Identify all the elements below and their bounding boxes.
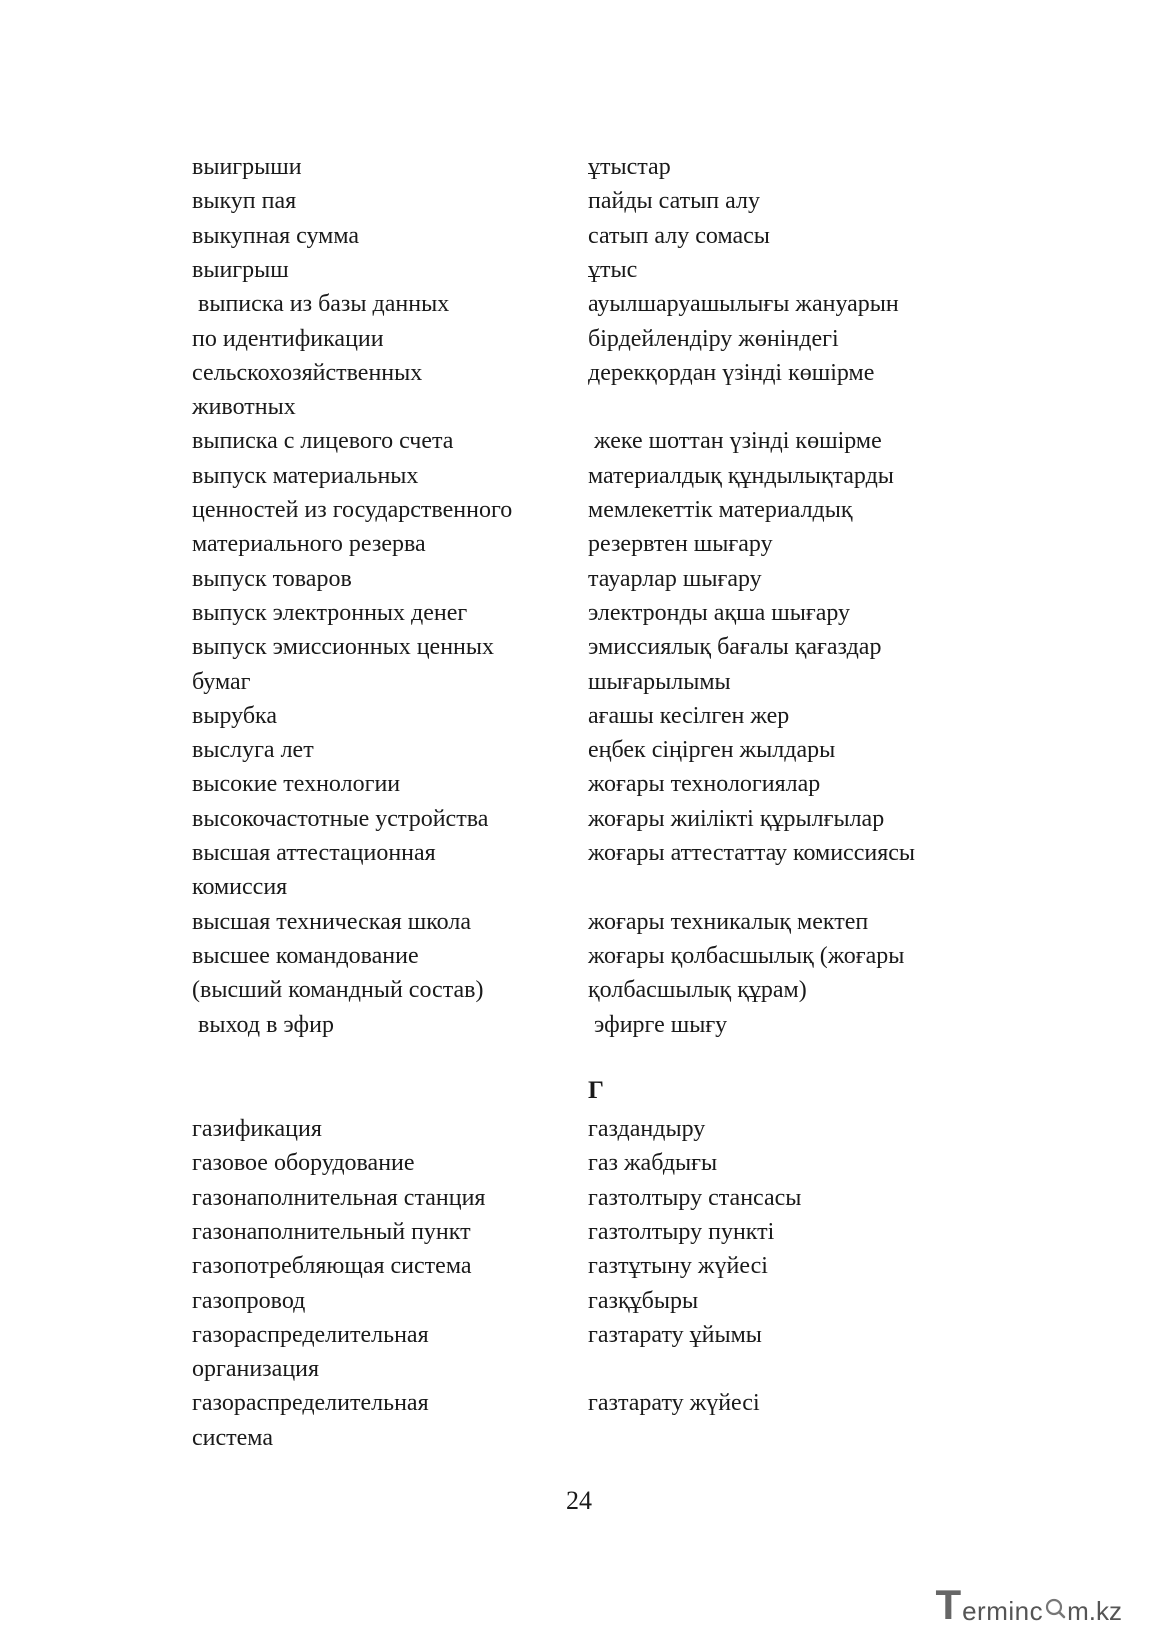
kazakh-term-line: ағашы кесілген жер	[588, 702, 790, 729]
kazakh-term-line: газтұтыну жүйесі	[588, 1253, 768, 1280]
russian-term-line: выпуск материальных	[192, 462, 419, 489]
russian-term-line: система	[192, 1424, 273, 1451]
kazakh-term-line: электронды ақша шығару	[588, 599, 851, 626]
russian-term-line: (высший командный состав)	[192, 977, 484, 1004]
kazakh-term-line: пайды сатып алу	[588, 188, 760, 215]
kazakh-term-line: бірдейлендіру жөніндегі	[588, 325, 839, 352]
russian-term-line: газораспределительная	[192, 1321, 429, 1348]
russian-term-line: выпуск электронных денег	[192, 599, 468, 626]
kazakh-term-line: шығарылымы	[588, 668, 731, 695]
russian-term-line: выигрыш	[192, 256, 289, 283]
russian-term-line: высокие технологии	[192, 771, 401, 798]
russian-term-line: выпуск эмиссионных ценных	[192, 634, 495, 661]
russian-term-line: бумаг	[192, 668, 251, 695]
russian-term-line: газовое оборудование	[192, 1150, 415, 1177]
kazakh-term-line: жоғары қолбасшылық (жоғары	[588, 942, 905, 969]
page-number: 24	[566, 1486, 592, 1515]
kazakh-term-line: газтолтыру пункті	[588, 1218, 775, 1245]
kazakh-term-line: ауылшаруашылығы жануарын	[588, 291, 899, 318]
kazakh-term-line: жеке шоттан үзінді көшірме	[588, 428, 882, 455]
russian-term-line: газонаполнительная станция	[192, 1184, 486, 1211]
kazakh-term-line: ұтыстар	[588, 154, 671, 180]
russian-term-line: животных	[192, 394, 296, 421]
russian-term-line: выкуп пая	[192, 188, 297, 215]
kazakh-term-line: газтарату ұйымы	[588, 1321, 762, 1348]
russian-term-line: высокочастотные устройства	[192, 805, 489, 832]
terminkom-watermark	[935, 1582, 1122, 1626]
russian-term-line: выигрыши	[192, 154, 302, 180]
russian-term-line: высшая аттестационная	[192, 840, 436, 866]
russian-term-line: высшее командование	[192, 942, 419, 969]
russian-term-line: по идентификации	[192, 325, 384, 352]
watermark-text: erminc	[962, 1596, 1044, 1626]
russian-term-line: выписка с лицевого счета	[192, 428, 454, 455]
kazakh-term-line: тауарлар шығару	[588, 565, 762, 592]
section-letter-heading: Г	[588, 1077, 604, 1104]
watermark-logo-letter: T	[935, 1581, 962, 1628]
russian-term-line: выписка из базы данных	[192, 291, 450, 318]
russian-term-line: высшая техническая школа	[192, 908, 471, 935]
kazakh-term-line: эфирге шығу	[588, 1011, 728, 1038]
kazakh-term-line: жоғары аттестаттау комиссиясы	[588, 840, 916, 866]
kazakh-term-line: ұтыс	[588, 256, 638, 283]
russian-term-line: газификация	[192, 1116, 322, 1142]
kazakh-term-line: газдандыру	[588, 1116, 706, 1142]
russian-term-line: газопровод	[192, 1287, 306, 1314]
russian-term-line: ценностей из государственного	[192, 497, 513, 523]
kazakh-term-line: жоғары технологиялар	[588, 771, 821, 798]
russian-term-line: газопотребляющая система	[192, 1253, 472, 1280]
kazakh-term-line: мемлекеттік материалдық	[588, 497, 853, 523]
russian-term-line: сельскохозяйственных	[192, 359, 423, 386]
russian-term-line: выход в эфир	[192, 1011, 334, 1038]
russian-term-line: выпуск товаров	[192, 565, 352, 592]
russian-term-line: комиссия	[192, 874, 288, 901]
kazakh-term-line: жоғары жиілікті құрылғылар	[588, 805, 885, 832]
watermark-domain: m.kz	[1067, 1596, 1122, 1626]
russian-term-line: газораспределительная	[192, 1390, 429, 1417]
russian-term-line: организация	[192, 1356, 320, 1383]
kazakh-term-line: газ жабдығы	[588, 1150, 718, 1177]
kazakh-term-line: резервтен шығару	[588, 531, 773, 558]
russian-term-line: вырубка	[192, 702, 277, 729]
russian-term-line: выслуга лет	[192, 737, 314, 764]
kazakh-term-line: газқұбыры	[588, 1287, 699, 1314]
russian-term-line: газонаполнительный пункт	[192, 1218, 471, 1245]
kazakh-term-line: еңбек сіңірген жылдары	[588, 737, 836, 764]
kazakh-term-line: материалдық құндылықтарды	[588, 462, 894, 489]
kazakh-term-line: газтарату жүйесі	[588, 1390, 760, 1417]
kazakh-term-line: жоғары техникалық мектеп	[588, 908, 869, 935]
kazakh-term-line: эмиссиялық бағалы қағаздар	[588, 634, 882, 661]
kazakh-term-line: газтолтыру стансасы	[588, 1184, 802, 1211]
russian-term-line: выкупная сумма	[192, 222, 360, 249]
russian-term-line: материального резерва	[192, 531, 426, 558]
kazakh-term-line: сатып алу сомасы	[588, 222, 770, 249]
kazakh-term-line: қолбасшылық құрам)	[588, 977, 807, 1004]
magnifier-icon	[1044, 1597, 1066, 1624]
kazakh-term-line: дерекқордан үзінді көшірме	[588, 359, 875, 386]
